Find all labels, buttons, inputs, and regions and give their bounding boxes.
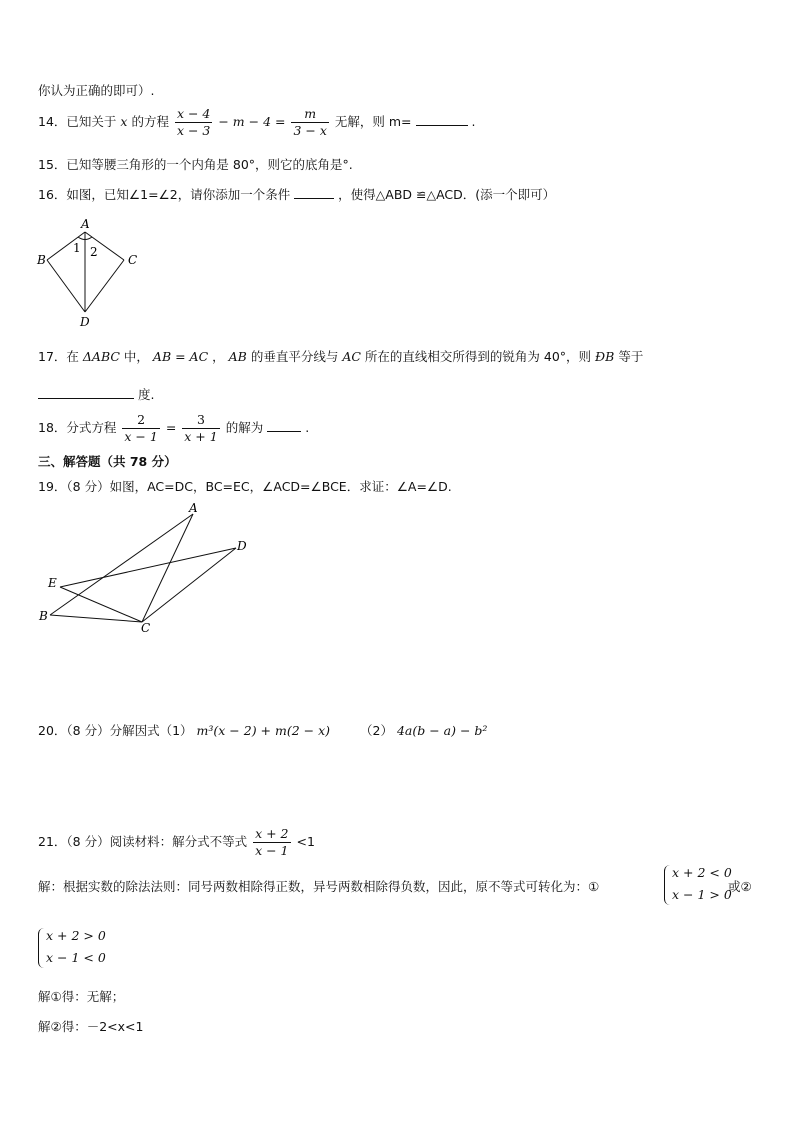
q18-prefix: 18．分式方程 — [38, 420, 117, 435]
q19-label-b: B — [39, 609, 48, 623]
q18-suffix: 的解为 — [225, 420, 264, 435]
q19-label-a: A — [189, 501, 198, 515]
q17-p1: 17．在 — [38, 349, 79, 364]
q21-system-1-brace — [664, 865, 670, 905]
q14-f2-denominator: 3 − x — [293, 123, 327, 138]
question-15: 15．已知等腰三角形的一个内角是 80°，则它的底角是°. — [38, 157, 353, 172]
q17-unit: 度. — [137, 387, 155, 402]
q19-label-d: D — [237, 539, 247, 553]
q17-answer-line — [38, 386, 154, 404]
q16-label-a: A — [81, 217, 90, 231]
q21-less-than-one: <1 — [296, 834, 315, 849]
question-20 — [38, 722, 487, 740]
q20-prefix: 20．（8 分）分解因式（1） — [38, 723, 193, 738]
q17-angle-b: ÐB — [595, 349, 615, 364]
q17-p4: 的垂直平分线与 — [250, 349, 339, 364]
q14-fraction-1 — [175, 106, 212, 139]
q17-ab: AB — [228, 349, 247, 364]
q16-label-d: D — [80, 315, 90, 329]
q21-system-2-brace — [38, 928, 44, 968]
q17-p3: ， — [212, 349, 225, 364]
q16-label-c: C — [128, 253, 138, 267]
q17-p5: 所在的直线相交所得到的锐角为 40°，则 — [364, 349, 592, 364]
q19-label-e: E — [48, 576, 57, 590]
q18-fraction-1 — [122, 412, 159, 445]
q21-system-2 — [46, 925, 106, 969]
q19-label-c: C — [141, 621, 151, 635]
q19-line-ab — [50, 514, 193, 615]
q21-system-1 — [672, 862, 732, 906]
q17-equality: AB = AC — [152, 349, 209, 364]
q14-prefix: 14．已知关于 — [38, 114, 117, 129]
q18-equals: = — [165, 420, 177, 435]
section-3-title: 三、解答题（共 78 分） — [38, 454, 177, 469]
q20-part-2-label: （2） — [360, 723, 393, 738]
q14-f2-numerator: m — [291, 106, 328, 123]
q21-fraction — [253, 826, 290, 859]
q17-p2: 中， — [123, 349, 149, 364]
q20-expression-2: 4a(b − a) − b² — [396, 723, 488, 738]
q16-prefix: 16．如图，已知∠1=∠2，请你添加一个条件 — [38, 187, 291, 202]
q16-line-bd — [47, 260, 85, 312]
q21-numerator: x + 2 — [255, 826, 289, 841]
q19-figure — [36, 498, 256, 638]
q21-solution-1: 解①得：无解； — [38, 989, 125, 1004]
q21-system-1-line-1: x + 2 < 0 — [672, 865, 732, 880]
q16-suffix: ，使得△ABD ≌△ACD．(添一个即可） — [338, 187, 556, 202]
q17-answer-blank[interactable] — [38, 386, 134, 399]
q20-expression-1: m³(x − 2) + m(2 − x) — [196, 723, 331, 738]
q16-line-cd — [85, 260, 124, 312]
q16-label-b: B — [37, 253, 46, 267]
q21-solution-line: 解：根据实数的除法法则：同号两数相除得正数，异号两数相除得负数，因此，原不等式可转化为：① — [38, 879, 600, 894]
q17-triangle: ΔABC — [82, 349, 120, 364]
q19-line-ac — [142, 514, 193, 622]
q18-f2-numerator: 3 — [182, 412, 219, 429]
q18-f1-denominator: x − 1 — [124, 429, 158, 444]
q21-system-1-line-2: x − 1 > 0 — [672, 887, 732, 902]
question-16 — [38, 186, 555, 204]
q14-var: x — [120, 114, 128, 129]
q14-answer-blank[interactable] — [416, 113, 468, 126]
q21-denominator: x − 1 — [255, 843, 289, 858]
q18-fraction-2 — [182, 412, 219, 445]
q14-f1-denominator: x − 3 — [176, 123, 211, 138]
q14-suffix: 无解，则 m= — [334, 114, 412, 129]
q16-figure — [32, 214, 152, 330]
q21-or-label: 或② — [728, 879, 752, 894]
q14-fraction-2 — [291, 106, 328, 139]
q21-system-2-line-2: x − 1 < 0 — [46, 950, 106, 965]
continued-text: 你认为正确的即可）. — [38, 83, 155, 98]
q14-f1-numerator: x − 4 — [176, 106, 211, 121]
q16-angle-label-2: 2 — [90, 245, 98, 259]
question-21 — [38, 826, 315, 859]
q18-end: . — [305, 420, 310, 435]
q21-solution-2: 解②得：－2<x<1 — [38, 1019, 144, 1034]
question-19: 19．（8 分）如图，AC=DC，BC=EC，∠ACD=∠BCE．求证：∠A=∠D. — [38, 479, 452, 494]
q18-f1-numerator: 2 — [122, 412, 159, 429]
q17-p6: 等于 — [618, 349, 644, 364]
question-17 — [38, 348, 643, 366]
q18-f2-denominator: x + 1 — [184, 429, 218, 444]
q17-ac: AC — [342, 349, 361, 364]
q19-line-dc — [142, 548, 236, 622]
q21-prefix: 21．（8 分）阅读材料：解分式不等式 — [38, 834, 248, 849]
q16-answer-blank[interactable] — [294, 186, 334, 199]
q16-angle-label-1: 1 — [73, 241, 81, 255]
q14-end: . — [471, 114, 476, 129]
question-14 — [38, 106, 475, 139]
q19-line-ed — [60, 548, 236, 587]
question-18 — [38, 412, 309, 445]
q14-minus-terms: − m − 4 = — [218, 114, 286, 129]
q18-answer-blank[interactable] — [267, 419, 301, 432]
q21-system-2-line-1: x + 2 > 0 — [46, 928, 106, 943]
q14-mid: 的方程 — [131, 114, 169, 129]
